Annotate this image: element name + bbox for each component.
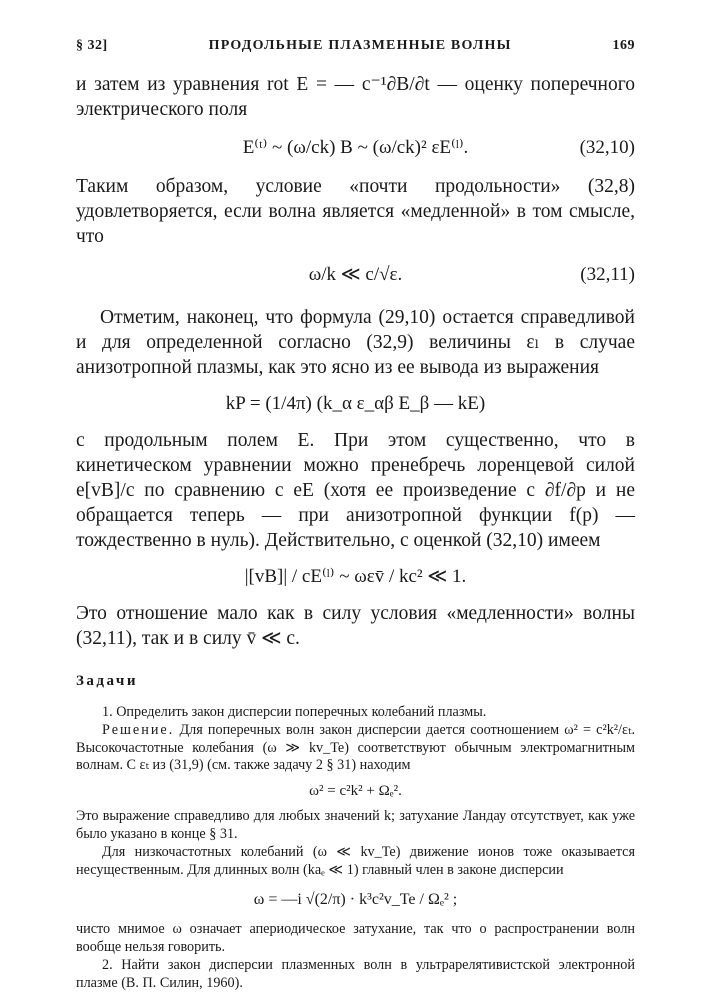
- equation-aperiodic-damping: ω = —i √(2/π) · k³c²v_Te / Ωₑ² ;: [253, 891, 458, 909]
- paragraph-3: Отметим, наконец, что формула (29,10) остается справедливой и для определенной согласно (32,9) величины εₗ в случае анизотропной плазмы, как это ясно из ее вывода из выражения: [76, 307, 635, 378]
- equation-text: |[vB]| / cE⁽ˡ⁾ ~ ωεv̄ / kc² ≪ 1.: [244, 566, 467, 587]
- equation-kp: [76, 388, 635, 420]
- running-header: [76, 38, 635, 54]
- equation-transverse-dispersion: ω² = c²k² + Ωₑ².: [309, 783, 402, 800]
- problems-heading: Задачи: [76, 673, 139, 689]
- equation-ratio: [76, 561, 635, 593]
- solution-2: Это выражение справедливо для любых значений k; затухание Ландау отсутствует, как уже было указано в конце § 31.: [76, 808, 635, 842]
- paragraph-5: Это отношение мало как в силу условия «медленности» волны (32,11), так и в силу v̄ ≪ c.: [76, 603, 635, 649]
- section-ref: § 32]: [76, 38, 108, 53]
- solution-3: Для низкочастотных колебаний (ω ≪ kv_Te) движение ионов тоже оказывается несущественным. Для длинных волн (kaₑ ≪ 1) главный член в законе дисперсии: [76, 843, 635, 878]
- equation-32-11: [76, 259, 635, 291]
- equation-text: E⁽ᵗ⁾ ~ (ω/ck) B ~ (ω/ck)² εE⁽ˡ⁾.: [242, 137, 469, 158]
- page-number: 169: [612, 38, 635, 53]
- equation-number: (32,10): [579, 137, 635, 158]
- solution-4: чисто мнимое ω означает апериодическое затухание, так что о распространении волн вообще нельзя говорить.: [76, 921, 635, 956]
- equation-number: (32,11): [580, 264, 635, 285]
- paragraph-4: с продольным полем E. При этом существенно, что в кинетическом уравнении можно пренебречь лоренцевой силой e[vB]/c по сравнению с eE (хотя ее произведение с ∂f/∂p и не обращается теперь — при анизотропной функции f(p) — тождественно в нуль). Действительно, с оценкой (32,10) имеем: [76, 430, 635, 551]
- running-title: ПРОДОЛЬНЫЕ ПЛАЗМЕННЫЕ ВОЛНЫ: [208, 38, 512, 53]
- equation-text: ω/k ≪ c/√ε.: [308, 264, 403, 285]
- paragraph-2: Таким образом, условие «почти продольности» (32,8) удовлетворяется, если волна является «медленной» в том смысле, что: [76, 176, 635, 247]
- solution-label: Решение.: [102, 721, 175, 738]
- paragraph-1: и затем из уравнения rot E = — c⁻¹∂B/∂t — оценку поперечного электрического поля: [76, 74, 635, 120]
- solution-1: [76, 722, 635, 775]
- equation-text: kP = (1/4π) (k_α ε_αβ E_β — kE): [225, 393, 486, 414]
- problem-2: 2. Найти закон дисперсии плазменных волн в ультрарелятивистской электронной плазме (В. П. Силин, 1960).: [76, 956, 635, 991]
- solution-text: Для поперечных волн закон дисперсии дается соотношением ω² = c²k²/εₜ. Высокочастотные колебания (ω ≫ kv_Te) соответствуют обычным электромагнитным волнам. С εₜ из (31,9) (см. также задачу 2 § 31) находим: [76, 721, 636, 774]
- problem-1: 1. Определить закон дисперсии поперечных колебаний плазмы.: [102, 704, 487, 720]
- equation-32-10: [76, 132, 635, 164]
